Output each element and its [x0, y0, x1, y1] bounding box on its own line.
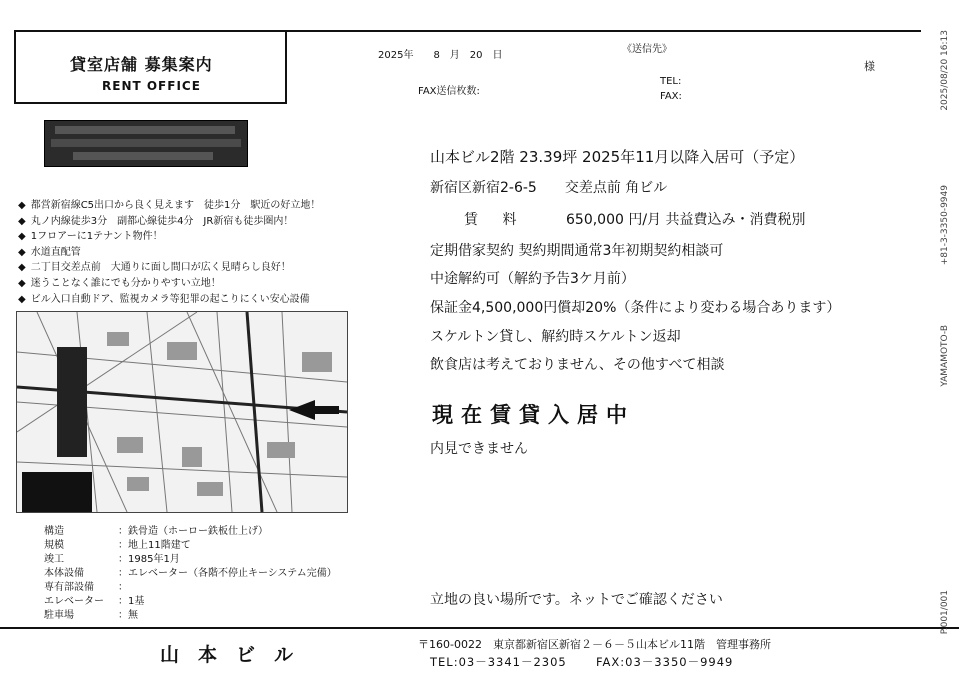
fax-timestamp: 2025/08/20 16:13	[940, 30, 950, 111]
company-fax: FAX:03－3350－9949	[596, 655, 734, 669]
page-title: 貸室店舗 募集案内	[70, 55, 213, 74]
fax-sender-mark: YAMAMOTO-B	[940, 325, 950, 387]
closing-note: 立地の良い場所です。ネットでご確認ください	[430, 592, 723, 608]
honorific: 様	[864, 60, 875, 73]
location-map	[16, 311, 348, 513]
feature-list	[18, 198, 398, 307]
occupancy-status: 現在賃貸入居中	[432, 403, 635, 427]
list-item: ◆ 迷うことなく誰にでも分かりやすい立地！	[18, 277, 221, 289]
fax-pages-label: FAX送信枚数:	[418, 86, 480, 97]
blurred-banner	[44, 120, 248, 167]
diamond-bullet-icon: ◆	[18, 231, 26, 243]
tel-label: TEL:	[660, 76, 682, 87]
list-item: ◆ 1フロアーに1テナント物件！	[18, 231, 163, 243]
property-address: 新宿区新宿2-6-5 交差点前 角ビル	[430, 180, 668, 196]
viewing-note: 内見できません	[430, 441, 528, 457]
property-headline: 山本ビル2階 23.39坪 2025年11月以降入居可（予定）	[430, 148, 805, 166]
fax-label: FAX:	[660, 91, 682, 102]
rent-value: 650,000 円/月 共益費込み・消費税別	[566, 212, 806, 228]
diamond-bullet-icon: ◆	[18, 277, 26, 289]
skeleton-terms: スケルトン貸し、解約時スケルトン返却	[430, 329, 681, 345]
list-item: ◆ 都営新宿線C5出口から良く見えます 徒歩1分 駅近の好立地！	[18, 200, 321, 211]
date: 2025年 8 月 20 日	[378, 50, 503, 61]
banner-texture	[45, 121, 247, 166]
list-item: ◆ 水道直配管	[18, 246, 81, 258]
list-item: ◆ ビル入口自動ドア、監視カメラ等犯罪の起こりにくい安心設備	[18, 293, 310, 305]
map-drawing	[17, 312, 347, 512]
company-address: 〒160-0022 東京都新宿区新宿２－６－５山本ビル11階 管理事務所	[418, 638, 771, 651]
diamond-bullet-icon: ◆	[18, 200, 26, 211]
fax-header-frame	[285, 30, 921, 104]
diamond-bullet-icon: ◆	[18, 262, 26, 274]
diamond-bullet-icon: ◆	[18, 215, 26, 227]
diamond-bullet-icon: ◆	[18, 293, 26, 305]
deposit-terms: 保証金4,500,000円償却20%（条件により変わる場合あります）	[430, 300, 841, 316]
cancellation-terms: 中途解約可（解約予告3ケ月前）	[430, 271, 635, 287]
page-subtitle: RENT OFFICE	[102, 79, 201, 93]
restaurant-note: 飲食店は考えておりません、その他すべて相談	[430, 357, 725, 373]
company-name: 山本ビル	[160, 644, 313, 666]
fax-page-mark: P.001/001	[940, 590, 950, 635]
company-tel: TEL:03－3341－2305	[430, 655, 567, 669]
diamond-bullet-icon: ◆	[18, 246, 26, 258]
contract-terms: 定期借家契約 契約期間通常3年初期契約相談可	[430, 243, 724, 259]
footer-divider	[0, 627, 959, 629]
sender-label: 《送信先》	[622, 44, 672, 55]
list-item: ◆ 二丁目交差点前 大通りに面し間口が広く見晴らし良好！	[18, 262, 291, 274]
rent-label: 賃 料	[464, 212, 527, 228]
fax-number-mark: +81-3-3350-9949	[940, 185, 950, 266]
list-item: ◆ 丸ノ内線徒歩3分 副都心線徒歩4分 JR新宿も徒歩圏内！	[18, 215, 294, 227]
